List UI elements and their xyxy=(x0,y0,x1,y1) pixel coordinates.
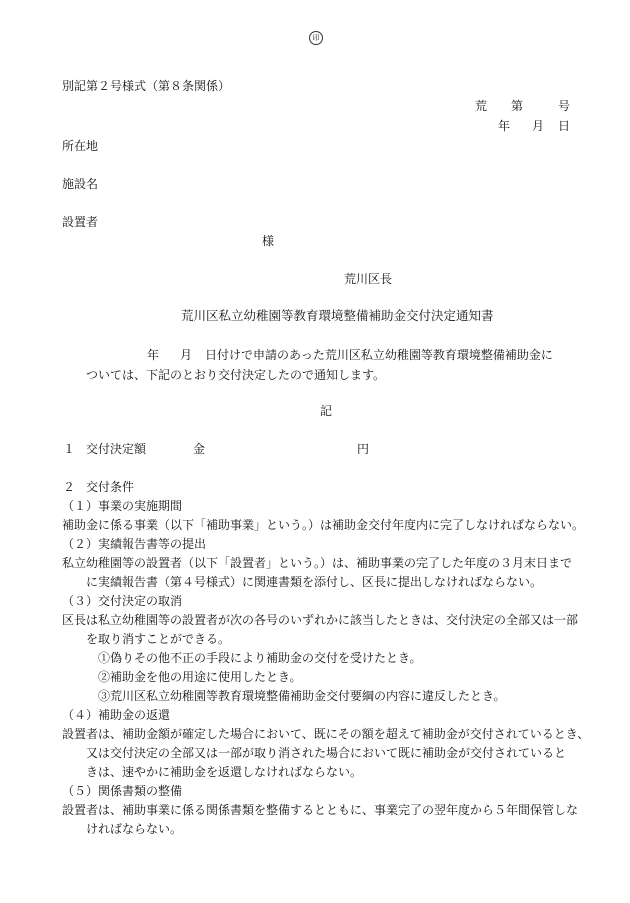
body-line-2: ついては、下記のとおり交付決定したので通知します。 xyxy=(86,368,386,382)
issuer: 荒川区長 xyxy=(344,272,393,286)
seal-mark: 印 xyxy=(309,31,323,45)
number-go: 号 xyxy=(558,99,571,113)
condition-2-heading: （２）実績報告書等の提出 xyxy=(62,537,207,551)
condition-3-sub-3: ③荒川区私立幼稚園等教育環境整備補助金交付要綱の内容に違反したとき。 xyxy=(98,689,506,703)
number-dai: 第 xyxy=(511,99,524,113)
condition-2-line-2: に実績報告書（第４号様式）に関連書類を添付し、区長に提出しなければならない。 xyxy=(86,575,543,589)
body-date-month: 月 xyxy=(180,348,193,362)
body-date-year: 年 xyxy=(147,348,160,362)
item1-yen: 円 xyxy=(357,442,370,456)
condition-2-line-1: 私立幼稚園等の設置者（以下「設置者」という。）は、補助事業の完了した年度の３月末日まで xyxy=(62,556,573,570)
condition-4-line-3: きは、速やかに補助金を返還しなければならない。 xyxy=(86,765,363,779)
item2-label: 交付条件 xyxy=(86,480,135,494)
number-prefix: 荒 xyxy=(475,99,488,113)
condition-3-line-1: 区長は私立幼稚園等の設置者が次の各号のいずれかに該当したときは、交付決定の全部又は一部 xyxy=(62,613,579,627)
document-title: 荒川区私立幼稚園等教育環境整備補助金交付決定通知書 xyxy=(181,308,494,323)
field-installer: 設置者 xyxy=(62,215,99,229)
condition-3-sub-1: ①偽りその他不正の手段により補助金の交付を受けたとき。 xyxy=(98,651,422,665)
item2-number: ２ xyxy=(63,480,76,494)
ki-heading: 記 xyxy=(320,404,333,418)
item1-kin: 金 xyxy=(193,442,206,456)
condition-1-line-1: 補助金に係る事業（以下「補助事業」という。）は補助金交付年度内に完了しなければならない。 xyxy=(62,518,585,532)
date-day: 日 xyxy=(558,119,571,133)
form-label: 別記第２号様式（第８条関係） xyxy=(62,79,231,93)
item1-label: 交付決定額 xyxy=(86,442,147,456)
field-location: 所在地 xyxy=(62,139,99,153)
condition-5-line-2: ければならない。 xyxy=(86,822,183,836)
honorific-sama: 様 xyxy=(262,234,275,248)
condition-3-line-2: を取り消すことができる。 xyxy=(86,632,231,646)
condition-3-heading: （３）交付決定の取消 xyxy=(62,594,183,608)
condition-5-line-1: 設置者は、補助事業に係る関係書類を整備するとともに、事業完了の翌年度から５年間保管しな xyxy=(62,803,579,817)
date-month: 月 xyxy=(532,119,545,133)
condition-4-heading: （４）補助金の返還 xyxy=(62,708,171,722)
item1-number: １ xyxy=(63,442,76,456)
condition-4-line-1: 設置者は、補助金額が確定した場合において、既にその額を超えて補助金が交付されているとき、 xyxy=(62,727,590,741)
condition-3-sub-2: ②補助金を他の用途に使用したとき。 xyxy=(98,670,302,684)
condition-4-line-2: 又は交付決定の全部又は一部が取り消された場合において既に補助金が交付されていると xyxy=(86,746,567,760)
condition-5-heading: （５）関係書類の整備 xyxy=(62,784,183,798)
date-year: 年 xyxy=(498,119,511,133)
field-facility: 施設名 xyxy=(62,177,99,191)
condition-1-heading: （１）事業の実施期間 xyxy=(62,499,183,513)
body-line-1: 日付けで申請のあった荒川区私立幼稚園等教育環境整備補助金に xyxy=(205,348,553,362)
